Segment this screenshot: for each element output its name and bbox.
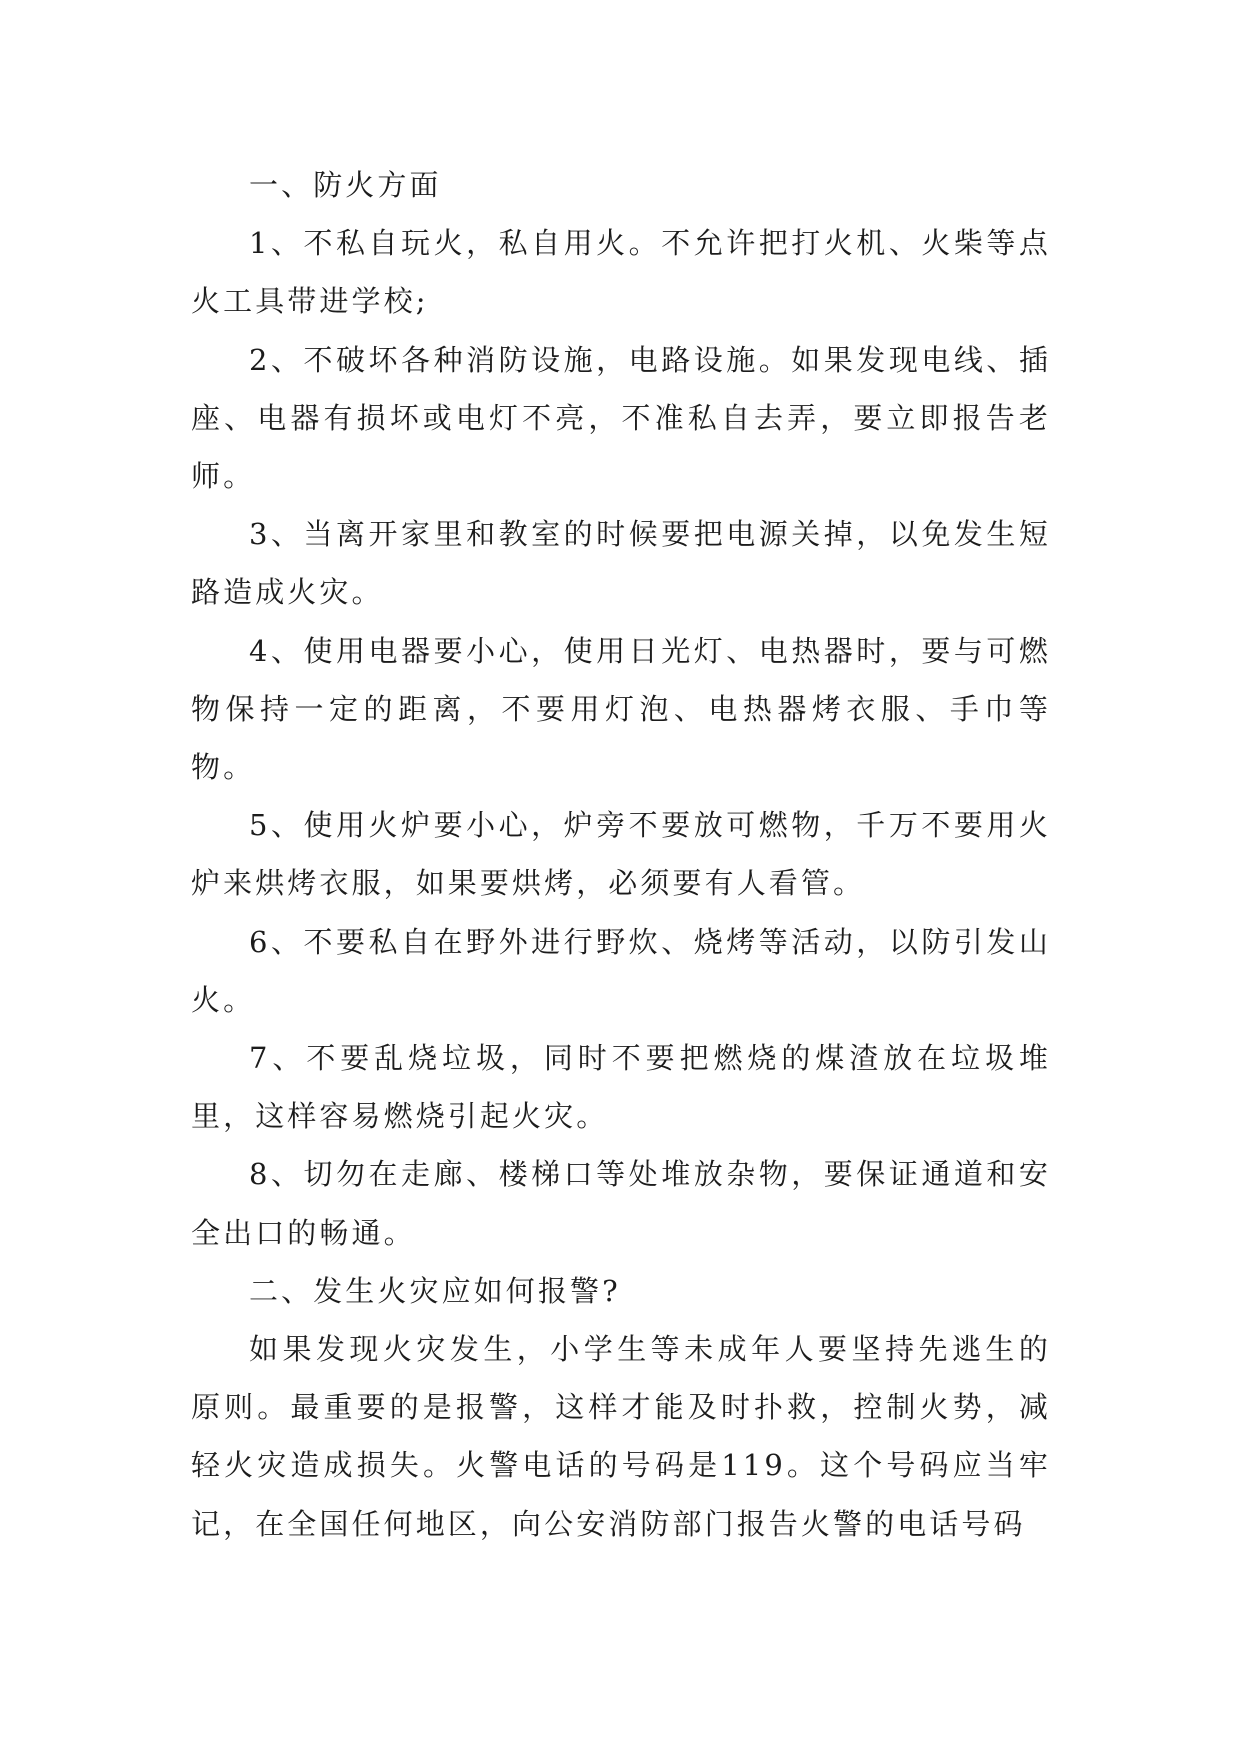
paragraph-rule-6: 6、不要私自在野外进行野炊、烧烤等活动，以防引发山火。 <box>191 924 1051 1017</box>
section-heading-fire-prevention: 一、防火方面 <box>249 168 442 202</box>
paragraph-rule-2: 2、不破坏各种消防设施，电路设施。如果发现电线、插座、电器有损坏或电灯不亮，不准私自去弄，要立即报告老师。 <box>191 342 1051 494</box>
document-body <box>191 156 1051 1553</box>
section-heading-fire-alarm: 二、发生火灾应如何报警? <box>249 1273 621 1308</box>
paragraph-rule-7: 7、不要乱烧垃圾，同时不要把燃烧的煤渣放在垃圾堆里，这样容易燃烧引起火灾。 <box>191 1041 1051 1134</box>
paragraph-rule-4: 4、使用电器要小心，使用日光灯、电热器时，要与可燃物保持一定的距离，不要用灯泡、电热器烤衣服、手巾等物。 <box>191 633 1051 785</box>
paragraph-rule-1: 1、不私自玩火，私自用火。不允许把打火机、火柴等点火工具带进学校; <box>191 226 1051 319</box>
paragraph-rule-5: 5、使用火炉要小心，炉旁不要放可燃物，千万不要用火炉来烘烤衣服，如果要烘烤，必须要有人看管。 <box>191 808 1051 901</box>
paragraph-rule-3: 3、当离开家里和教室的时候要把电源关掉，以免发生短路造成火灾。 <box>191 517 1051 610</box>
paragraph-rule-8: 8、切勿在走廊、楼梯口等处堆放杂物，要保证通道和安全出口的畅通。 <box>191 1157 1051 1250</box>
paragraph-fire-alarm: 如果发现火灾发生，小学生等未成年人要坚持先逃生的原则。最重要的是报警，这样才能及时扑救，控制火势，减轻火灾造成损失。火警电话的号码是119。这个号码应当牢记，在全国任何地区，向公安消防部门报告火警的电话号码 <box>191 1332 1051 1541</box>
